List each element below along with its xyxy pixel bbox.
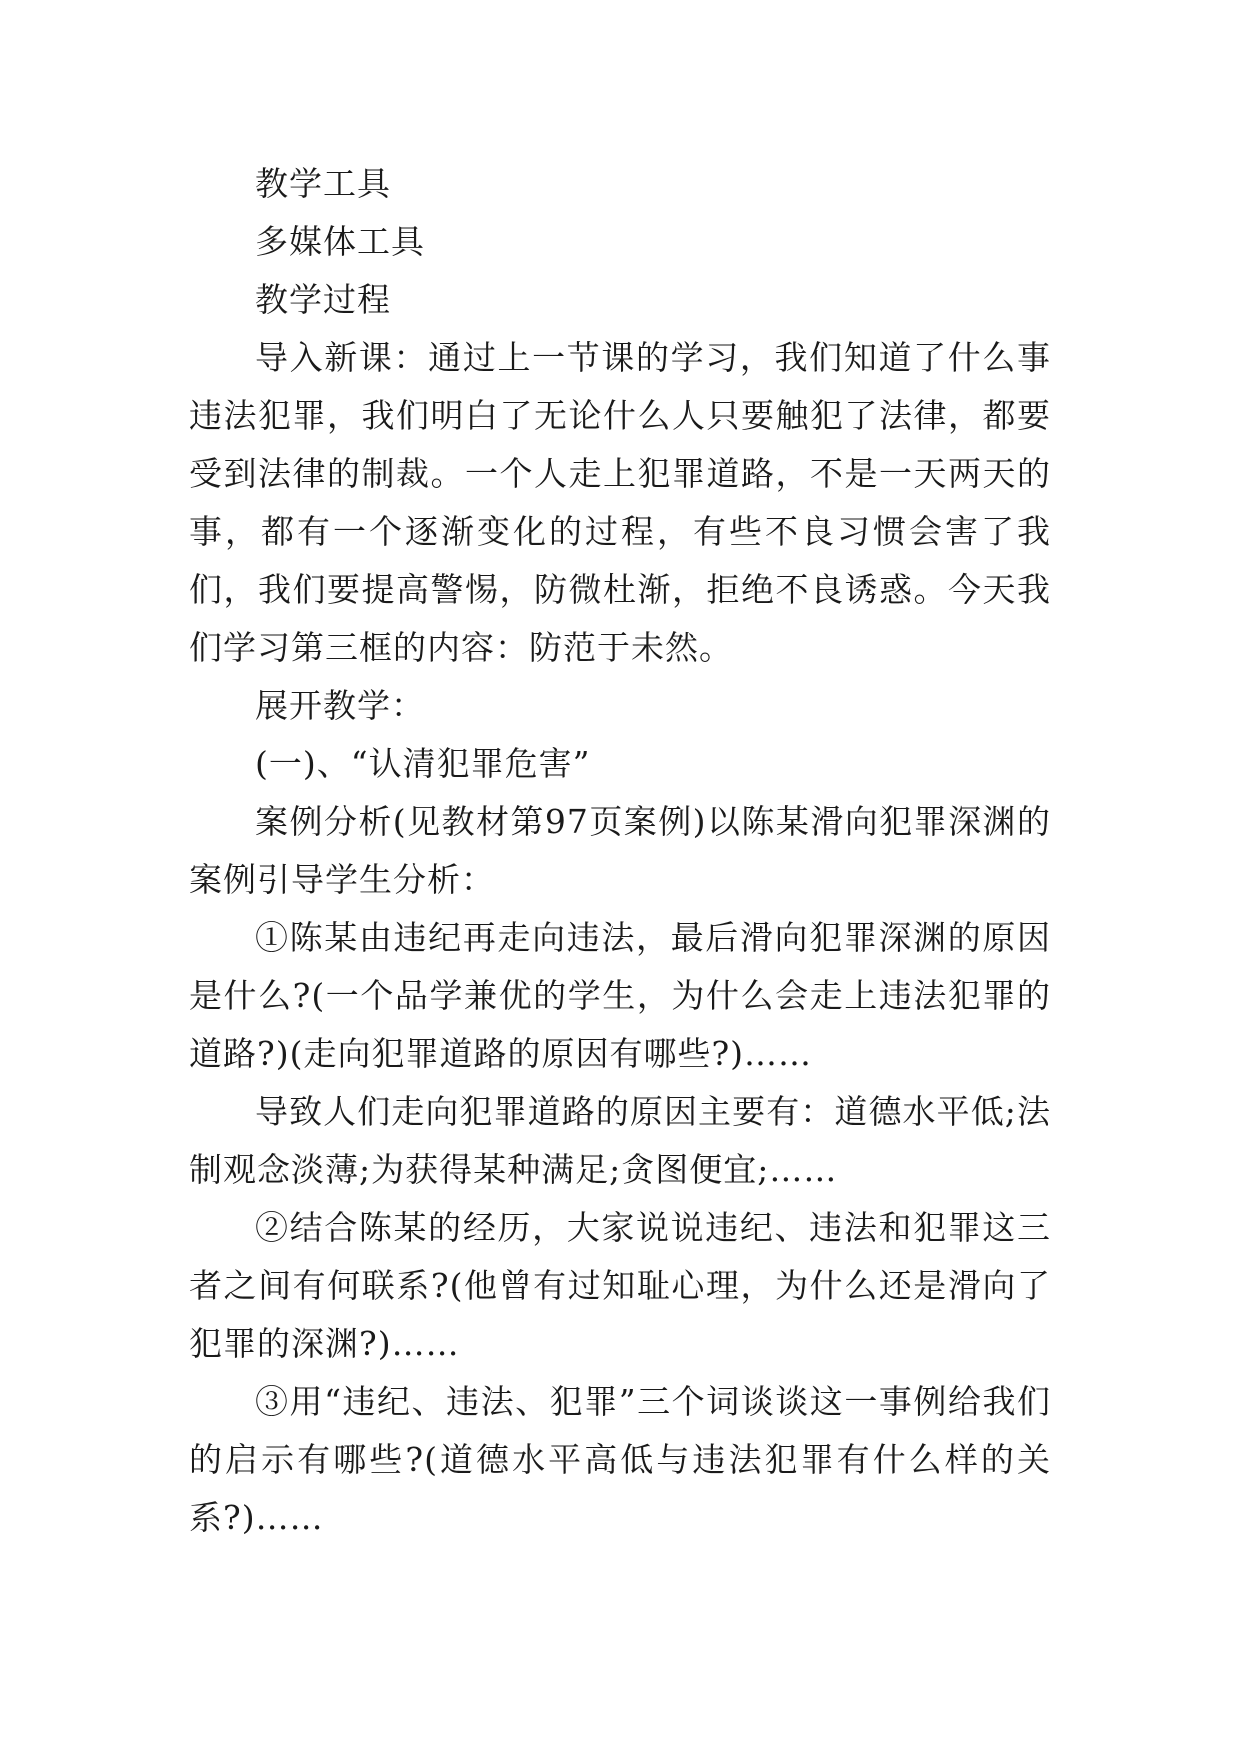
- heading-teaching-process: 教学过程: [255, 280, 391, 319]
- question-2: ②结合陈某的经历，大家说说违纪、违法和犯罪这三者之间有何联系?(他曾有过知耻心理，为什么还是滑向了犯罪的深渊?)……: [189, 1208, 1051, 1363]
- question-1: ①陈某由违纪再走向违法，最后滑向犯罪深渊的原因是什么?(一个品学兼优的学生，为什么会走上违法犯罪的道路?)(走向犯罪道路的原因有哪些?)……: [189, 918, 1051, 1073]
- teaching-tools-value: 多媒体工具: [255, 222, 425, 261]
- heading-start-teaching: 展开教学：: [255, 686, 425, 725]
- section-heading-1: (一)、“认清犯罪危害”: [255, 744, 591, 783]
- document-body: [189, 155, 1051, 1547]
- heading-teaching-tools: 教学工具: [255, 164, 391, 203]
- paragraph-case-analysis: 案例分析(见教材第97页案例)以陈某滑向犯罪深渊的案例引导学生分析：: [189, 802, 1051, 899]
- paragraph-causes: 导致人们走向犯罪道路的原因主要有：道德水平低;法制观念淡薄;为获得某种满足;贪图便宜;……: [189, 1092, 1051, 1189]
- question-3: ③用“违纪、违法、犯罪”三个词谈谈这一事例给我们的启示有哪些?(道德水平高低与违法犯罪有什么样的关系?)……: [189, 1382, 1051, 1537]
- paragraph-introduction: 导入新课：通过上一节课的学习，我们知道了什么事违法犯罪，我们明白了无论什么人只要触犯了法律，都要受到法律的制裁。一个人走上犯罪道路，不是一天两天的事，都有一个逐渐变化的过程，有些不良习惯会害了我们，我们要提高警惕，防微杜渐，拒绝不良诱惑。今天我们学习第三框的内容：防范于未然。: [189, 338, 1051, 667]
